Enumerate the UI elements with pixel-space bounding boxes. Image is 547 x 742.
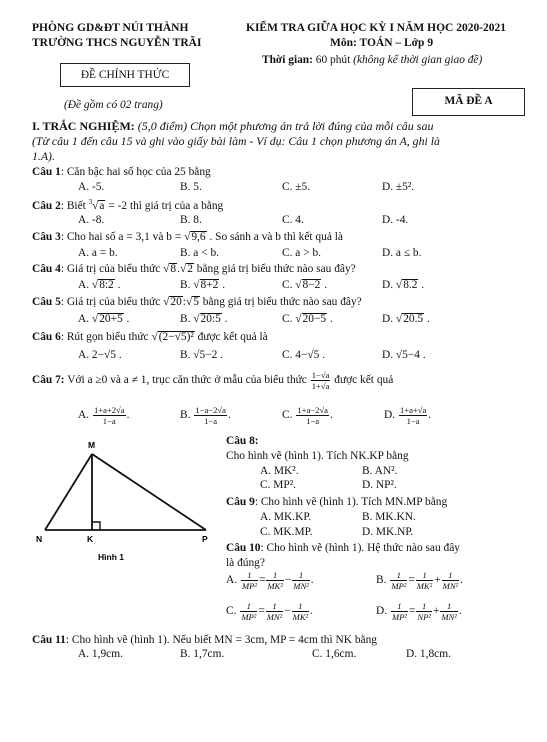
- q10-opt-d: D. $\frac{1}{\text{MP²}}$ = $\frac{1}{\text{NP²}}$ + $\frac{1}{\text{MN²}}$ .: [376, 601, 462, 622]
- q7-expression: [311, 370, 331, 391]
- q7-opt-a-num: 1+a+2√a: [93, 405, 125, 415]
- q1-opt-b: B. 5.: [180, 181, 202, 193]
- q4-opt-b: B. √8+2 .: [180, 279, 226, 291]
- q3-opt-d: D. a ≤ b.: [382, 247, 422, 259]
- q4-opt-d: D. √8.2 .: [382, 279, 425, 291]
- q7-text-b: được kết quả: [331, 374, 394, 387]
- q7-opt-b-den: 1−a: [204, 416, 218, 426]
- exam-title: KIỂM TRA GIỮA HỌC KỲ I NĂM HỌC 2020-2021: [246, 22, 507, 34]
- q5-text-b: bằng giá trị biểu thức nào sau đây?: [199, 296, 362, 308]
- q5-opt-c: C. √20−5 .: [282, 313, 333, 325]
- label-n: N: [36, 534, 43, 544]
- q6-opt-a: A. 2−√5 .: [78, 349, 122, 361]
- section-instr3: 1.A).: [32, 149, 55, 163]
- q1-text: : Căn bậc hai số học của 25 bằng: [60, 166, 211, 178]
- segment-mn: [45, 454, 92, 530]
- q10-opt-a-op: −: [284, 574, 292, 587]
- q5-opt-d: D. √20.5 .: [382, 313, 430, 325]
- segment-mp: [92, 454, 206, 530]
- question-5: Câu 5: Giá trị của biểu thức √20:√5 bằng giá trị biểu thức nào sau đây?: [32, 296, 362, 308]
- q3-opt-b: B. a < b.: [180, 247, 220, 259]
- q9-opt-c: C. MK.MP.: [260, 526, 313, 538]
- q3-radicand: 9,6: [191, 231, 206, 243]
- q9-opt-a: A. MK.KP.: [260, 511, 312, 523]
- section-instr2: (Từ câu 1 đến câu 15 và ghi vào giấy bài làm - Ví dụ: Câu 1 chọn phương án A, ghi là: [32, 134, 440, 148]
- q10-opt-a-t2: MK²: [267, 581, 283, 591]
- q9-opt-d: D. MK.NP.: [362, 526, 414, 538]
- q6-opt-c: C. 4−√5 .: [282, 349, 326, 361]
- q2-radicand: a: [99, 199, 105, 212]
- q11-label: Câu 11: [32, 634, 66, 646]
- q1-opt-c: C. ±5.: [282, 181, 311, 193]
- q10-opt-a-letter: A.: [226, 574, 238, 587]
- q8-text: Cho hình vẽ (hình 1). Tích NK.KP bằng: [226, 450, 409, 462]
- q3-text-a: : Cho hai số a = 3,1 và b =: [60, 231, 185, 243]
- q2-opt-d: D. -4.: [382, 214, 409, 226]
- official-label: ĐỀ CHÍNH THỨC: [80, 69, 170, 81]
- q6-opt-b: B. √5−2 .: [180, 349, 224, 361]
- q2-opt-a: A. -8.: [78, 214, 105, 226]
- q6-opt-d: D. √5−4 .: [382, 349, 426, 361]
- q4-text-b: bằng giá trị biểu thức nào sau đây?: [193, 263, 356, 275]
- right-angle-mark: [92, 522, 100, 530]
- q7-opt-b: B. $\frac{1-a-2√a}{1-a}$ .: [180, 405, 231, 426]
- q5-text-a: : Giá trị của biểu thức: [60, 296, 164, 308]
- q9-opt-b: B. MK.KN.: [362, 511, 416, 523]
- q10-opt-a-t1: MP²: [241, 581, 257, 591]
- q2-opt-c: C. 4.: [282, 214, 304, 226]
- q4-opt-c: C. √8−2 .: [282, 279, 328, 291]
- label-m: M: [88, 440, 96, 450]
- q10-opt-b-letter: B.: [376, 574, 387, 587]
- q5-opt-a-val: 20+5: [99, 313, 123, 325]
- q6-label: Câu 6: [32, 331, 61, 343]
- q8-opt-a: A. MK².: [260, 465, 299, 477]
- q10-opt-d-letter: D.: [376, 605, 388, 618]
- q4-text-a: : Giá trị của biểu thức: [60, 263, 164, 275]
- q10-opt-c-letter: C.: [226, 605, 237, 618]
- q10-opt-c-op: −: [284, 605, 291, 618]
- q7-frac-num: 1−√a: [311, 370, 330, 380]
- question-9: [226, 496, 447, 508]
- q10-opt-d-t1: MP²: [391, 612, 407, 622]
- q10-opt-d-t3: MN²: [441, 612, 457, 622]
- q1-opt-a: A. -5.: [78, 181, 105, 193]
- section-title: I. TRẮC NGHIỆM:: [32, 119, 135, 133]
- q4-opt-a: A. √8:2 .: [78, 279, 121, 291]
- q7-opt-a: A. $\frac{1+a+2√a}{1-a}$ .: [78, 405, 130, 426]
- q8-opt-b: B. AN².: [362, 465, 398, 477]
- q10-opt-d-op: +: [432, 605, 440, 618]
- q9-label: Câu 9: [226, 496, 255, 508]
- q10-opt-a-t3: MN²: [293, 581, 309, 591]
- q10-opt-c-t3: MK²: [292, 612, 309, 622]
- q7-opt-c-letter: C.: [282, 409, 293, 422]
- time-label: Thời gian:: [262, 54, 313, 66]
- q2-root-index: 3: [88, 198, 93, 206]
- q7-opt-d: D. $\frac{1+a+√a}{1-a}$ .: [384, 405, 432, 426]
- q3-text-b: . So sánh a và b thì kết quả là: [206, 231, 343, 243]
- subject: Môn: TOÁN – Lớp 9: [330, 37, 434, 49]
- q6-text-a: : Rút gọn biểu thức: [60, 331, 152, 343]
- question-4: Câu 4: Giá trị của biểu thức √8.√2 bằng giá trị biểu thức nào sau đây?: [32, 263, 356, 275]
- q8-label: Câu 8:: [226, 435, 259, 447]
- q10-text2: là đúng?: [226, 557, 265, 569]
- q5-opt-b-val: 20:5: [200, 313, 221, 325]
- q3-opt-c: C. a > b.: [282, 247, 322, 259]
- q6-text-b: được kết quả là: [194, 331, 268, 343]
- q7-opt-a-letter: A.: [78, 409, 90, 422]
- q10-opt-c-t2: MN²: [266, 612, 283, 622]
- q10-label: Câu 10: [226, 542, 261, 554]
- q7-opt-d-letter: D.: [384, 409, 396, 422]
- q5-opt-b: B. √20:5 .: [180, 313, 228, 325]
- q11-opt-a: A. 1,9cm.: [78, 648, 123, 660]
- q10-opt-b: B. $\frac{1}{\text{MP²}}$ = $\frac{1}{\text{MK²}}$ + $\frac{1}{\text{MN²}}$ .: [376, 570, 463, 591]
- figure-1: [30, 436, 220, 572]
- q10-opt-c-t1: MP²: [241, 612, 257, 622]
- q10-opt-b-t2: MK²: [416, 581, 433, 591]
- q7-frac-den: 1+√a: [311, 381, 330, 391]
- q7-label: Câu 7:: [32, 374, 65, 387]
- q5-opt-c-val: 20−5: [302, 313, 327, 325]
- q3-opt-a: A. a = b.: [78, 247, 118, 259]
- time-note: (không kể thời gian giao đề): [353, 54, 483, 66]
- q7-opt-d-num: 1+a+√a: [399, 405, 427, 415]
- q2-opt-b: B. 8.: [180, 214, 202, 226]
- question-2: Câu 2: Biết $^3$√a = -2 thì giá trị của a bằng: [32, 198, 224, 212]
- question-11: [32, 634, 377, 646]
- q1-opt-d: D. ±5².: [382, 181, 415, 193]
- q7-opt-c: C. $\frac{1+a-2√a}{1-a}$ .: [282, 405, 333, 426]
- q5-r2: 5: [193, 296, 199, 308]
- q9-text: : Cho hình vẽ (hình 1). Tích MN.MP bằng: [254, 496, 448, 508]
- question-3: Câu 3: Cho hai số a = 3,1 và b = √9,6 . So sánh a và b thì kết quả là: [32, 231, 343, 243]
- section-title-line: [32, 119, 433, 134]
- q5-opt-a: A. √20+5 .: [78, 313, 130, 325]
- label-p: P: [202, 534, 208, 544]
- q5-label: Câu 5: [32, 296, 61, 308]
- q11-opt-d: D. 1,8cm.: [406, 648, 451, 660]
- q7-opt-a-den: 1−a: [102, 416, 116, 426]
- exam-code: MÃ ĐỀ A: [444, 95, 493, 107]
- q2-text-a: : Biết: [60, 199, 89, 212]
- question-7: [32, 370, 393, 391]
- q10-opt-c: C. $\frac{1}{\text{MP²}}$ = $\frac{1}{\text{MN²}}$ − $\frac{1}{\text{MK²}}$ .: [226, 601, 313, 622]
- q7-opt-b-num: 1−a−2√a: [195, 405, 226, 415]
- q4-opt-b-val: 8+2: [200, 279, 219, 291]
- q4-r2: 2: [187, 263, 193, 275]
- dept-name: PHÒNG GD&ĐT NÚI THÀNH: [32, 22, 189, 34]
- q4-opt-a-val: 8:2: [99, 279, 114, 291]
- q11-text: : Cho hình vẽ (hình 1). Nếu biết MN = 3cm, MP = 4cm thì NK bằng: [65, 634, 377, 646]
- q5-r1: 20: [170, 296, 182, 308]
- q6-radicand: (2−√5)²: [158, 331, 194, 343]
- question-6: Câu 6: Rút gọn biểu thức √(2−√5)² được kết quả là: [32, 331, 268, 343]
- q10-opt-a: A. $\frac{1}{\text{MP²}}$ = $\frac{1}{\text{MK²}}$ − $\frac{1}{\text{MN²}}$ .: [226, 570, 314, 591]
- q7-opt-d-den: 1−a: [406, 416, 420, 426]
- official-box: [60, 63, 190, 87]
- q4-r1: 8: [170, 263, 177, 275]
- figure-caption: Hình 1: [98, 552, 124, 562]
- q7-opt-c-num: 1+a−2√a: [297, 405, 328, 415]
- q10-opt-d-t2: NP²: [417, 612, 431, 622]
- q11-opt-b: B. 1,7cm.: [180, 648, 225, 660]
- q10-opt-b-op: +: [434, 574, 441, 587]
- q3-label: Câu 3: [32, 231, 61, 243]
- q10-text: : Cho hình vẽ (hình 1). Hệ thức nào sau đây: [260, 542, 460, 554]
- question-10: [226, 542, 460, 554]
- code-box: [412, 88, 525, 116]
- pages-note: (Đề gồm có 02 trang): [64, 99, 163, 111]
- q4-label: Câu 4: [32, 263, 61, 275]
- q1-label: Câu 1: [32, 166, 61, 178]
- q7-opt-b-letter: B.: [180, 409, 191, 422]
- q7-opt-c-den: 1−a: [306, 416, 320, 426]
- q7-text-a: Với a ≥0 và a ≠ 1, trục căn thức ở mẫu của biểu thức: [64, 374, 310, 387]
- q8-opt-d: D. NP².: [362, 479, 397, 491]
- q4-opt-c-val: 8−2: [302, 279, 321, 291]
- label-k: K: [87, 534, 94, 544]
- time-line: [262, 54, 482, 66]
- section-instr1: (5,0 điểm) Chọn một phương án trả lời đúng của mỗi câu sau: [137, 119, 434, 133]
- q5-opt-d-val: 20.5: [403, 313, 424, 325]
- school-name: TRƯỜNG THCS NGUYỄN TRÃI: [32, 37, 202, 49]
- q10-opt-b-t3: MN²: [442, 581, 459, 591]
- question-1: [32, 166, 211, 178]
- q2-label: Câu 2: [32, 199, 61, 212]
- q11-opt-c: C. 1,6cm.: [312, 648, 357, 660]
- time-value: 60 phút: [315, 54, 351, 66]
- q2-text-b: = -2 thì giá trị của a bằng: [105, 199, 224, 212]
- q4-opt-d-val: 8.2: [403, 279, 418, 291]
- q8-opt-c: C. MP².: [260, 479, 297, 491]
- q10-opt-b-t1: MP²: [391, 581, 407, 591]
